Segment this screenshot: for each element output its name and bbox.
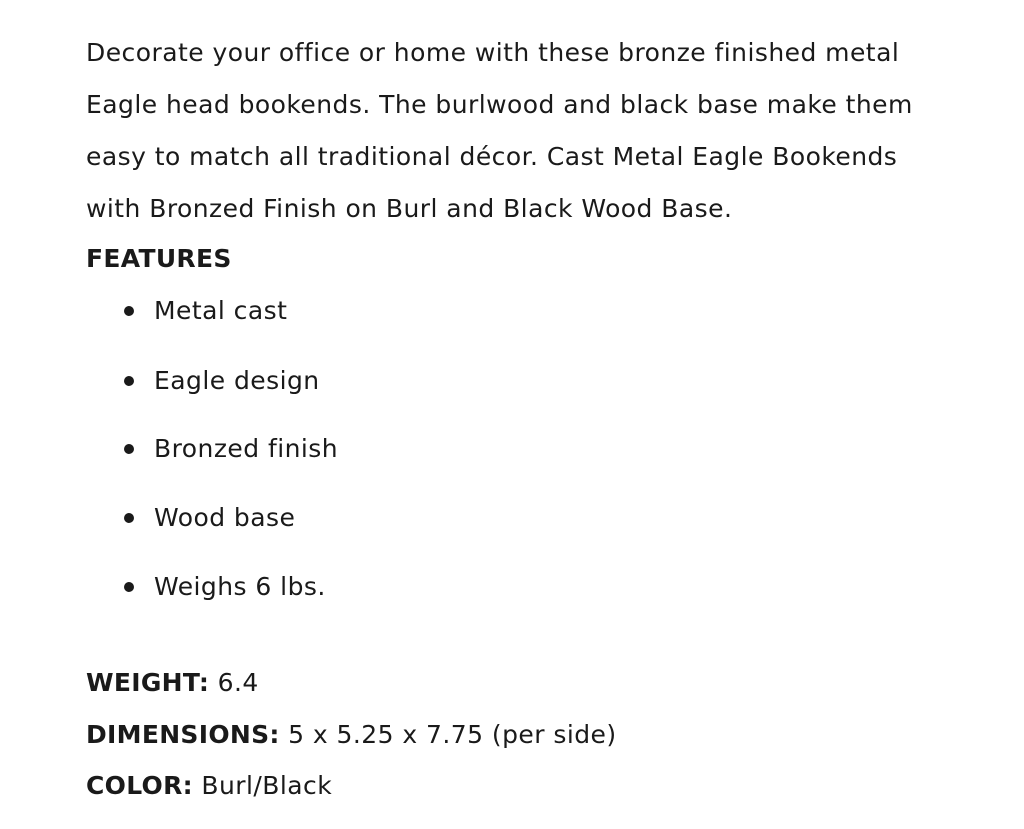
bullet-icon — [124, 513, 134, 523]
spec-value: Burl/Black — [201, 771, 333, 800]
spec-label: DIMENSIONS: — [86, 720, 280, 749]
spec-dimensions — [86, 709, 617, 761]
description-line: with Bronzed Finish on Burl and Black Wood Base. — [86, 194, 733, 223]
spec-value: 5 x 5.25 x 7.75 (per side) — [288, 720, 617, 749]
description-line: Eagle head bookends. The burlwood and black base make them — [86, 90, 913, 119]
spec-color — [86, 760, 332, 812]
features-heading: FEATURES — [86, 244, 232, 273]
spec-label: COLOR: — [86, 771, 193, 800]
bullet-icon — [124, 376, 134, 386]
spec-label: WEIGHT: — [86, 668, 210, 697]
spec-value: 6.4 — [217, 668, 259, 697]
feature-text: Bronzed finish — [154, 434, 339, 463]
bullet-icon — [124, 306, 134, 316]
spec-weight — [86, 657, 259, 709]
feature-text: Weighs 6 lbs. — [154, 572, 326, 601]
feature-text: Metal cast — [154, 296, 288, 325]
product-description — [86, 27, 986, 235]
bullet-icon — [124, 582, 134, 592]
feature-text: Wood base — [154, 503, 296, 532]
bullet-icon — [124, 444, 134, 454]
feature-text: Eagle design — [154, 366, 320, 395]
description-line: Decorate your office or home with these bronze finished metal — [86, 38, 900, 67]
description-line: easy to match all traditional décor. Cast Metal Eagle Bookends — [86, 142, 898, 171]
